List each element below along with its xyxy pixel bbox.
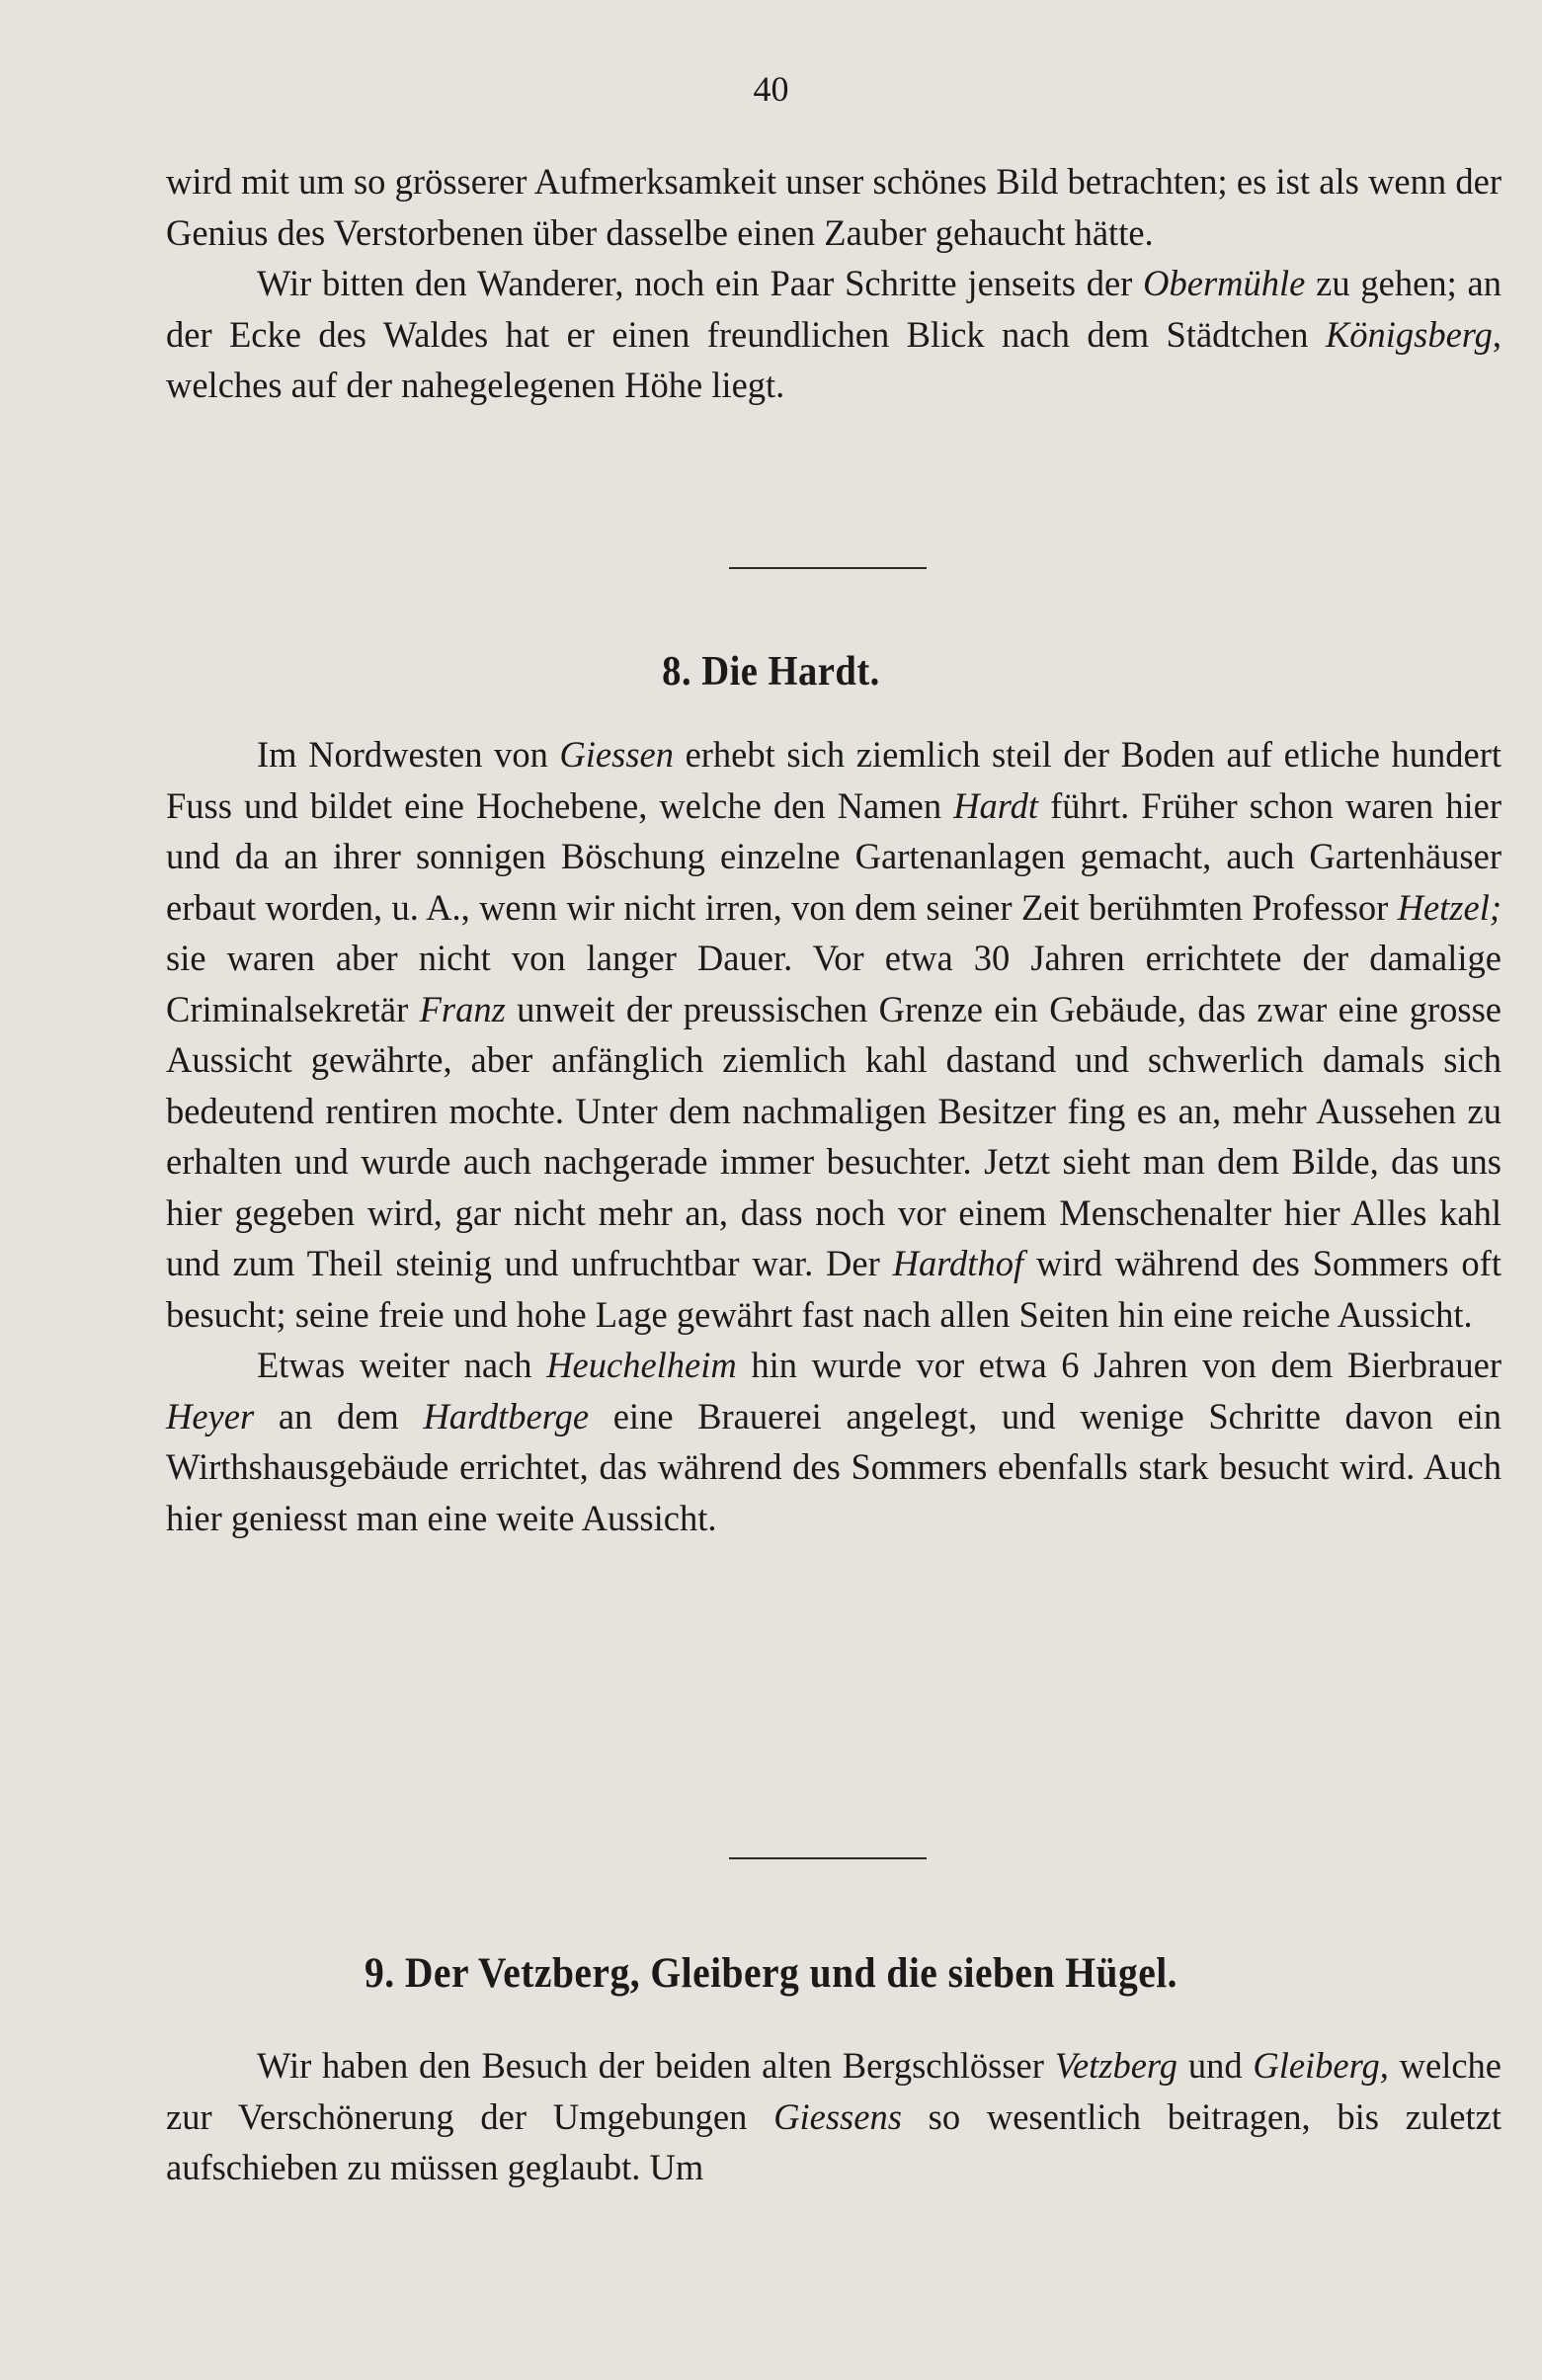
text-run: erhebt sich ziemlich steil der Boden auf etliche hundert Fuss und bildet eine Hochebene, welche den Namen	[166, 734, 1501, 826]
place-name-hardtberge: Hardtberge	[423, 1395, 590, 1436]
place-name-koenigsberg: Königsberg	[1325, 313, 1493, 355]
section-divider	[729, 1857, 927, 1859]
text-run: wird während des Sommers oft besucht; seine freie und hohe Lage gewährt fast nach allen Seiten hin eine reiche Aussicht.	[166, 1243, 1501, 1335]
page-number: 40	[753, 69, 789, 109]
section-8-body	[166, 729, 1501, 1543]
section-heading-hardt: 8. Die Hardt.	[662, 649, 880, 695]
text-run: zu gehen; an der Ecke des Waldes hat er einen freundlichen Blick nach dem Städtchen	[166, 263, 1501, 355]
section-heading-vetzberg: 9. Der Vetzberg, Gleiberg und die sieben Hügel.	[364, 1950, 1178, 1997]
place-name-gleiberg: Gleiberg,	[1253, 2045, 1389, 2086]
text-run: , welches auf der nahegelegenen Höhe liegt.	[166, 313, 1501, 405]
section-divider	[729, 567, 927, 569]
place-name-obermuehle: Obermühle	[1143, 263, 1306, 303]
place-name-hardt: Hardt	[953, 784, 1039, 826]
text-run: und	[1177, 2045, 1254, 2086]
paragraph-vetzberg	[166, 2040, 1501, 2193]
text-run: Etwas weiter nach	[257, 1345, 547, 1385]
text-run: führt. Früher schon waren hier und da an ihrer sonnigen Böschung einzelne Gartenanlagen gemacht, auch Gartenhäuser erbaut worden, u. A., wenn wir nicht irren, von dem seiner Zeit berühmten Professor	[166, 784, 1501, 928]
place-name-giessens: Giessens	[773, 2095, 902, 2137]
text-run: so wesentlich beitragen, bis zuletzt aufschieben zu müssen geglaubt. Um	[166, 2095, 1501, 2187]
text-run: unweit der preussischen Grenze ein Gebäude, das zwar eine grosse Aussicht gewährte, aber anfänglich ziemlich kahl dastand und schwerlich damals sich bedeutend rentiren mochte. Unter dem nachmaligen Besitzer fing es an, mehr Aussehen zu erhalten und wurde auch nachgerade immer besuchter. Jetzt sieht man dem Bilde, das uns hier gegeben wird, gar nicht mehr an, dass noch vor einem Menschenalter hier Alles kahl und zum Theil steinig und unfruchtbar war. Der	[166, 988, 1501, 1283]
person-name-heyer: Heyer	[166, 1395, 255, 1436]
paragraph-obermuehle	[166, 258, 1501, 411]
paragraph-heuchelheim	[166, 1340, 1501, 1543]
text-run: Im Nordwesten von	[257, 734, 560, 775]
text-run: welche zur Verschönerung der Umgebungen	[166, 2045, 1501, 2137]
person-name-hetzel: Hetzel;	[1397, 886, 1501, 928]
text-run: Wir bitten den Wanderer, noch ein Paar Schritte jenseits der	[257, 263, 1144, 303]
place-name-hardthof: Hardthof	[892, 1243, 1024, 1283]
person-name-franz: Franz	[419, 988, 506, 1029]
text-run: eine Brauerei angelegt, und wenige Schritte davon ein Wirthshausgebäude errichtet, das während des Sommers ebenfalls stark besucht wird. Auch hier geniesst man eine weite Aussicht.	[166, 1395, 1502, 1538]
text-run: Wir haben den Besuch der beiden alten Bergschlösser	[257, 2045, 1055, 2086]
paragraph-continuation: wird mit um so grösserer Aufmerksamkeit unser schönes Bild betrachten; es ist als wenn der Genius des Verstorbenen über dasselbe einen Zauber gehaucht hätte.	[166, 161, 1501, 253]
text-run: hin wurde vor etwa 6 Jahren von dem Bierbrauer	[736, 1345, 1501, 1385]
place-name-vetzberg: Vetzberg	[1054, 2045, 1178, 2086]
intro-text-block	[166, 156, 1501, 411]
place-name-heuchelheim: Heuchelheim	[546, 1345, 737, 1385]
place-name-giessen: Giessen	[559, 734, 674, 775]
section-9-body	[166, 2040, 1501, 2193]
text-run: an dem	[254, 1395, 424, 1436]
text-run: sie waren aber nicht von langer Dauer. Vor etwa 30 Jahren errichtete der damalige Criminalsekretär	[166, 938, 1501, 1029]
paragraph-hardt	[166, 729, 1501, 1340]
